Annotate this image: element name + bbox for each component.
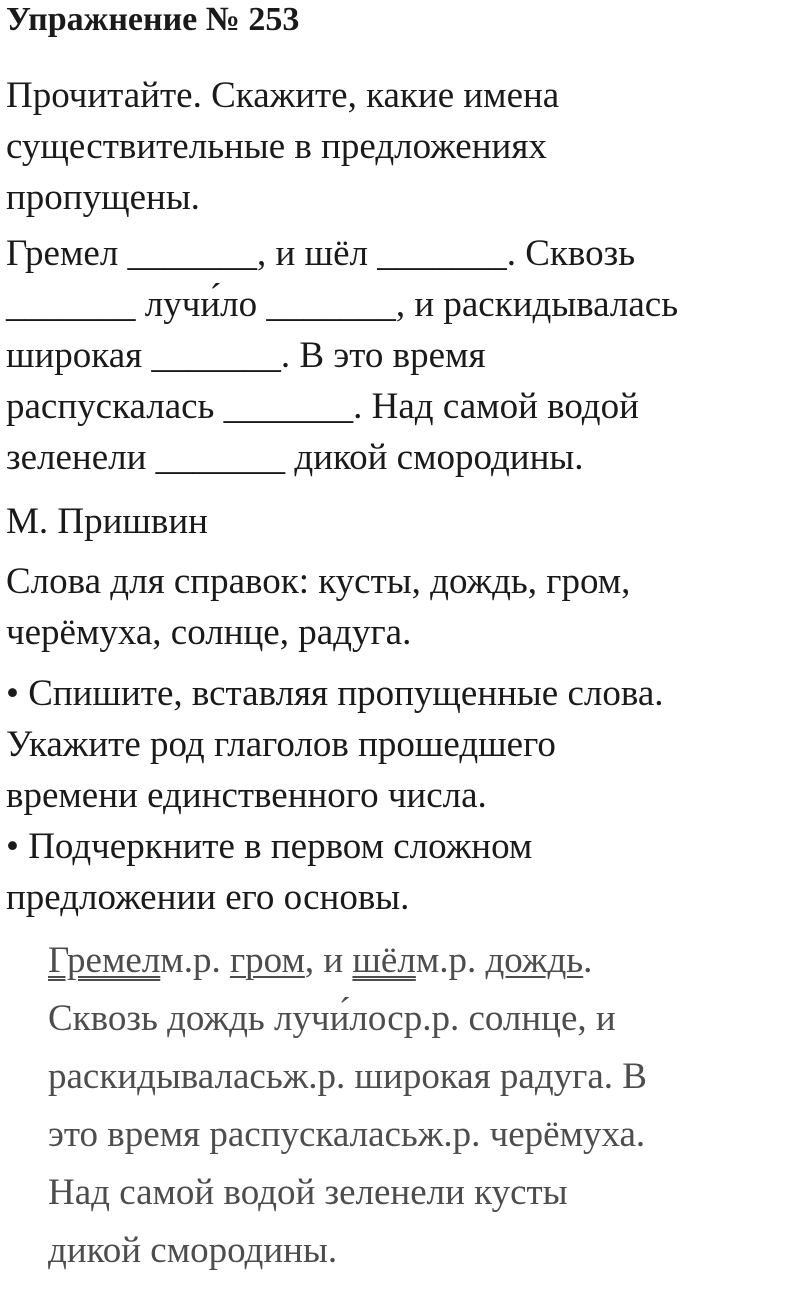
instructions-line: существительные в предложениях	[6, 126, 547, 167]
exercise-title: Упражнение № 253	[6, 1, 300, 38]
author: М. Пришвин	[6, 501, 208, 542]
answer-line: дикой смородины.	[48, 1230, 338, 1271]
task-line: • Спишите, вставляя пропущенные слова.	[6, 673, 664, 714]
text-line: широкая _______. В это время	[6, 335, 486, 376]
answer	[48, 932, 798, 1280]
reference-words	[6, 556, 796, 658]
answer-line: Над самой водой зеленели кусты	[48, 1172, 568, 1213]
task-line: времени единственного числа.	[6, 775, 487, 816]
exercise-text	[6, 228, 796, 483]
instructions	[6, 70, 796, 223]
gender-mark: м.р.	[415, 940, 477, 981]
answer-line: раскидываласьж.р. широкая радуга. В	[48, 1056, 647, 1097]
separator: , и	[304, 940, 353, 981]
text-line: Гремел _______, и шёл _______. Сквозь	[6, 233, 636, 274]
tasks	[6, 668, 796, 923]
task-line: Укажите род глаголов прошедшего	[6, 724, 556, 765]
text-line: зеленели _______ дикой смородины.	[6, 437, 584, 478]
answer-line: Сквозь дождь лучи́лоср.р. солнце, и	[48, 998, 616, 1039]
instructions-line: пропущены.	[6, 177, 200, 218]
subject: гром	[229, 940, 305, 981]
subject: дождь	[485, 940, 584, 981]
predicate: шёл	[352, 940, 416, 981]
instructions-line: Прочитайте. Скажите, какие имена	[6, 75, 560, 116]
task-line: • Подчеркните в первом сложном	[6, 826, 533, 867]
text-line: распускалась _______. Над самой водой	[6, 386, 639, 427]
predicate: Гремел	[48, 940, 161, 981]
text-line: _______ лучи́ло _______, и раскидывалась	[6, 284, 679, 325]
answer-line-1	[48, 932, 798, 990]
gender-mark: м.р.	[160, 940, 221, 981]
task-line: предложении его основы.	[6, 877, 410, 918]
answer-line: это время распускаласьж.р. черёмуха.	[48, 1114, 646, 1155]
reference-line: черёмуха, солнце, радуга.	[6, 612, 412, 653]
sentence-end: .	[583, 940, 593, 981]
reference-line: Слова для справок: кусты, дождь, гром,	[6, 561, 631, 602]
